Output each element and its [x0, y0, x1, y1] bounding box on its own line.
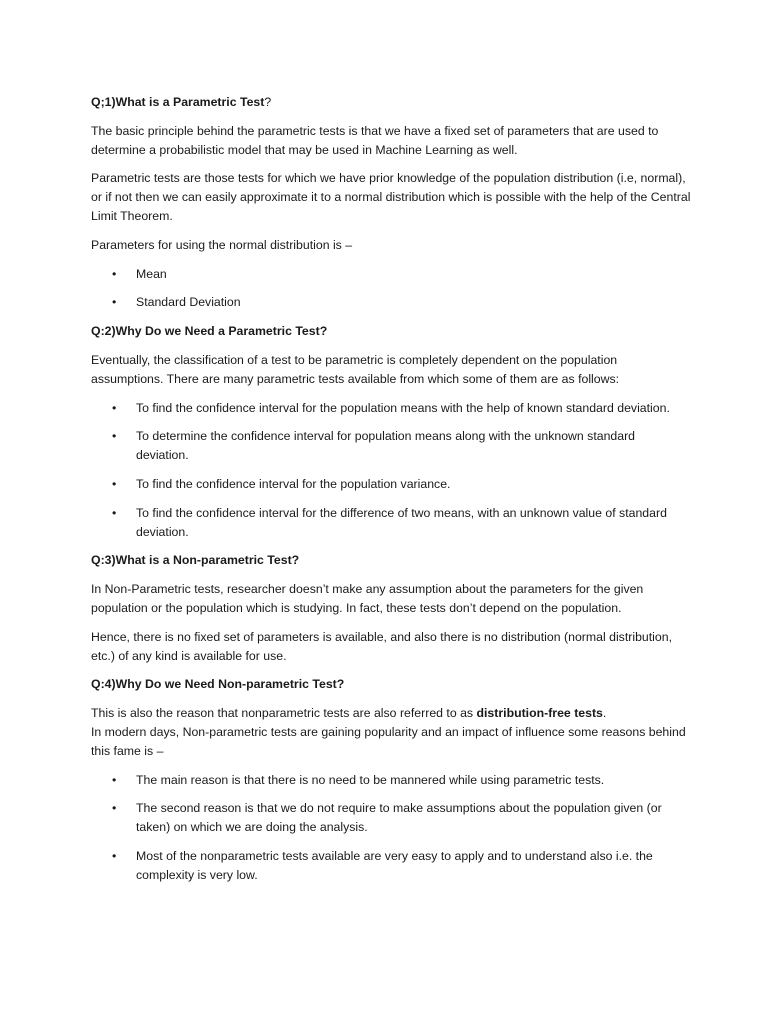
q2-bullet-list [91, 399, 691, 542]
q4-bullet-list [91, 771, 691, 885]
list-item [91, 293, 691, 312]
list-item-text: To find the confidence interval for the population variance. [136, 476, 451, 491]
q1-heading [91, 93, 691, 112]
bullet-icon: • [112, 848, 117, 863]
list-item-text: Standard Deviation [136, 295, 241, 310]
q4-paragraph-prefix: This is also the reason that nonparametric tests are also referred to as [91, 706, 477, 721]
bullet-icon: • [112, 400, 117, 415]
list-item [91, 475, 691, 494]
q3-paragraph-1: In Non-Parametric tests, researcher doesn’t make any assumption about the parameters for the given population or the population which is studying. In fact, these tests don’t depend on the population. [91, 582, 644, 615]
list-item [91, 399, 691, 418]
q1-paragraph-2: Parametric tests are those tests for which we have prior knowledge of the population distribution (i.e, normal), or if not then we can easily approximate it to a normal distribution which is possible with the help of the Central Limit Theorem. [91, 171, 691, 223]
q1-heading-question-mark: ? [264, 95, 272, 109]
bullet-icon: • [112, 295, 117, 310]
document-page [91, 93, 691, 895]
list-item-text: Mean [136, 266, 167, 281]
q4-bold-term: distribution-free tests [476, 706, 603, 721]
bullet-icon: • [112, 801, 117, 816]
bullet-icon: • [112, 476, 117, 491]
list-item [91, 847, 691, 885]
list-item [91, 265, 691, 284]
list-item [91, 427, 691, 465]
q4-heading: Q:4)Why Do we Need Non-parametric Test? [91, 677, 345, 692]
list-item-text: Most of the nonparametric tests available are very easy to apply and to understand also i.e. the complexity is very low. [136, 848, 653, 882]
q3-heading: Q:3)What is a Non-parametric Test? [91, 553, 300, 568]
q1-paragraph-3: Parameters for using the normal distribution is – [91, 237, 353, 252]
q3-paragraph-2: Hence, there is no fixed set of parameters is available, and also there is no distribution (normal distribution, etc.) of any kind is available for use. [91, 629, 672, 663]
q1-heading-text: Q;1)What is a Parametric Test [91, 95, 265, 109]
list-item-text: The main reason is that there is no need to be mannered while using parametric tests. [136, 772, 605, 787]
q4-paragraph-period: . [602, 706, 607, 721]
bullet-icon: • [112, 429, 117, 444]
list-item [91, 504, 691, 542]
q2-paragraph-1: Eventually, the classification of a test to be parametric is completely dependent on the population assumptions. There are many parametric tests available from which some of them are as follows: [91, 352, 620, 386]
list-item-text: To find the confidence interval for the difference of two means, with an unknown value of standard deviation. [136, 505, 667, 539]
list-item [91, 771, 691, 790]
q4-paragraph-line-1 [91, 704, 691, 723]
q4-paragraph-line-2: In modern days, Non-parametric tests are gaining popularity and an impact of influence some reasons behind this fame is – [91, 724, 686, 758]
list-item [91, 799, 691, 837]
bullet-icon: • [112, 772, 117, 787]
q1-paragraph-1: The basic principle behind the parametric tests is that we have a fixed set of parameters that are used to determine a probabilistic model that may be used in Machine Learning as well. [91, 123, 659, 157]
q4-paragraph-1 [91, 704, 691, 760]
list-item-text: To find the confidence interval for the population means with the help of known standard deviation. [136, 400, 670, 415]
list-item-text: To determine the confidence interval for population means along with the unknown standard deviation. [136, 429, 636, 463]
list-item-text: The second reason is that we do not require to make assumptions about the population given (or taken) on which we are doing the analysis. [136, 801, 662, 835]
bullet-icon: • [112, 266, 117, 281]
q2-heading: Q:2)Why Do we Need a Parametric Test? [91, 324, 328, 339]
q1-bullet-list [91, 265, 691, 313]
bullet-icon: • [112, 505, 117, 520]
